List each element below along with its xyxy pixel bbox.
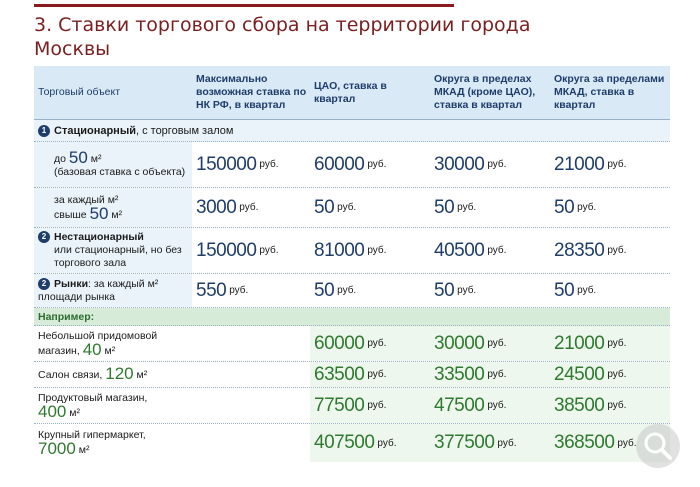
cell-cao (310, 388, 430, 423)
value: 21000 (554, 332, 605, 354)
value: 50 (554, 196, 575, 218)
table-row (34, 142, 670, 188)
cell-inside-mkad (430, 424, 550, 462)
value: 3000 (196, 196, 237, 218)
value: 47500 (434, 394, 485, 416)
value: 24500 (554, 363, 605, 385)
table-row (34, 228, 670, 274)
label-unit: м² (66, 406, 81, 419)
unit: руб. (337, 285, 357, 296)
value: 407500 (314, 432, 375, 453)
value: 40500 (434, 239, 485, 261)
label-unit: м² (75, 444, 90, 456)
cell-outside-mkad (550, 362, 670, 387)
value: 28350 (554, 239, 605, 261)
label-unit: м² (87, 152, 102, 165)
label-text: свыше (54, 208, 90, 221)
value: 50 (554, 279, 575, 301)
cell-cao (310, 188, 430, 227)
unit: руб. (259, 245, 279, 256)
cell-empty (192, 362, 310, 387)
label-text: магазин, (38, 344, 83, 357)
page-title: 3. Ставки торгового сбора на территории города Москвы (34, 14, 531, 60)
cell-inside-mkad (430, 274, 550, 307)
value: 50 (314, 279, 335, 301)
title-rule (34, 4, 454, 7)
cell-outside-mkad (550, 274, 670, 307)
label-area: 40 (82, 339, 102, 359)
label-unit: м² (133, 369, 148, 381)
value: 63500 (314, 363, 365, 385)
cell-cao (310, 228, 430, 273)
unit: руб. (259, 159, 279, 170)
section-title: Нестационарный (54, 231, 144, 243)
cell-cao (310, 142, 430, 187)
cell-inside-mkad (430, 388, 550, 423)
cell-inside-mkad (430, 362, 550, 387)
label-text: Крупный гипермаркет, (38, 429, 146, 441)
label-area: 50 (68, 147, 88, 167)
value: 30000 (434, 332, 485, 354)
unit: руб. (487, 245, 507, 256)
cell-max-rate (192, 142, 310, 187)
row-label (34, 228, 192, 273)
row-label (34, 326, 192, 361)
section-subtitle: , с торговым залом (135, 124, 234, 137)
header-cao: ЦАО, ставка в квартал (314, 79, 387, 105)
label-area: 400 (38, 401, 67, 421)
label-text: Небольшой придомовой (38, 329, 158, 342)
cell-outside-mkad (550, 142, 670, 187)
unit: руб. (457, 285, 477, 296)
fee-table (34, 66, 670, 462)
value: 60000 (314, 332, 365, 354)
header-object: Торговый объект (38, 86, 121, 98)
cell-outside-mkad (550, 388, 670, 423)
section-number-badge: 2 (38, 278, 50, 290)
example-row (34, 388, 670, 424)
unit: руб. (229, 285, 249, 296)
value: 30000 (434, 153, 485, 175)
row-label (34, 274, 192, 307)
cell-outside-mkad (550, 188, 670, 227)
section-stationary (34, 120, 670, 142)
value: 38500 (554, 394, 605, 416)
row-label (34, 188, 192, 227)
unit: руб. (487, 159, 507, 170)
value: 50 (314, 196, 335, 218)
section-number-badge: 1 (38, 125, 50, 137)
unit: руб. (239, 202, 259, 213)
value: 150000 (196, 153, 257, 175)
row-label (34, 388, 192, 423)
value: 33500 (434, 363, 485, 385)
zoom-icon[interactable] (636, 424, 680, 468)
section-title: Стационарный (54, 124, 136, 137)
cell-cao (310, 424, 430, 462)
example-label: Например: (38, 310, 95, 323)
row-label (34, 424, 192, 462)
unit: руб. (367, 400, 387, 411)
unit: руб. (337, 202, 357, 213)
unit: руб. (497, 437, 517, 449)
label-area: 50 (89, 203, 109, 223)
label-note: (базовая ставка с объекта) (54, 165, 186, 178)
unit: руб. (487, 338, 507, 349)
unit: руб. (607, 338, 627, 349)
cell-cao (310, 362, 430, 387)
row-label (34, 362, 192, 387)
cell-outside-mkad (550, 228, 670, 273)
label-area: 120 (105, 364, 134, 383)
value: 81000 (314, 239, 365, 261)
unit: руб. (487, 369, 507, 380)
example-row (34, 424, 670, 462)
unit: руб. (377, 437, 397, 449)
label-unit: м² (108, 208, 123, 221)
cell-inside-mkad (430, 326, 550, 361)
value: 150000 (196, 239, 257, 261)
unit: руб. (457, 202, 477, 213)
label-text: Продуктовый магазин, (38, 391, 148, 404)
value: 60000 (314, 153, 365, 175)
unit: руб. (607, 159, 627, 170)
unit: руб. (367, 245, 387, 256)
cell-max-rate (192, 188, 310, 227)
label-text: Салон связи, (38, 369, 106, 381)
unit: руб. (607, 400, 627, 411)
header-inside-mkad: Округа в пределах МКАД (кроме ЦАО), ставка в квартал (434, 73, 536, 111)
value: 50 (434, 279, 455, 301)
unit: руб. (607, 245, 627, 256)
label-area: 7000 (38, 439, 76, 458)
header-max-rate: Максимально возможная ставка по НК РФ, в квартал (196, 73, 307, 111)
label-text: за каждый м² (54, 193, 119, 206)
example-header (34, 308, 670, 326)
unit: руб. (367, 369, 387, 380)
label-text: до (54, 152, 69, 165)
unit: руб. (577, 202, 597, 213)
cell-cao (310, 274, 430, 307)
cell-inside-mkad (430, 188, 550, 227)
cell-inside-mkad (430, 142, 550, 187)
cell-cao (310, 326, 430, 361)
unit: руб. (617, 437, 637, 449)
label-text: : за каждый м² площади рынка (38, 277, 159, 303)
section-title: Рынки (54, 277, 89, 290)
unit: руб. (577, 285, 597, 296)
table-row (34, 274, 670, 308)
value: 50 (434, 196, 455, 218)
value: 77500 (314, 394, 365, 416)
example-row (34, 362, 670, 388)
label-unit: м² (101, 344, 116, 357)
cell-empty (192, 326, 310, 361)
cell-empty (192, 424, 310, 462)
example-row (34, 326, 670, 362)
unit: руб. (607, 369, 627, 380)
header-outside-mkad: Округа за пределами МКАД, ставка в квартал (554, 73, 665, 111)
row-label (34, 142, 192, 187)
cell-inside-mkad (430, 228, 550, 273)
section-number-badge: 2 (38, 231, 50, 243)
cell-max-rate (192, 228, 310, 273)
value: 368500 (554, 432, 615, 453)
unit: руб. (487, 400, 507, 411)
cell-empty (192, 388, 310, 423)
unit: руб. (367, 159, 387, 170)
unit: руб. (367, 338, 387, 349)
value: 550 (196, 279, 227, 301)
cell-outside-mkad (550, 326, 670, 361)
table-header (34, 66, 670, 120)
value: 21000 (554, 153, 605, 175)
label-text: или стационарный, но без торгового зала (54, 244, 182, 269)
table-row (34, 188, 670, 228)
cell-max-rate (192, 274, 310, 307)
value: 377500 (434, 432, 495, 453)
